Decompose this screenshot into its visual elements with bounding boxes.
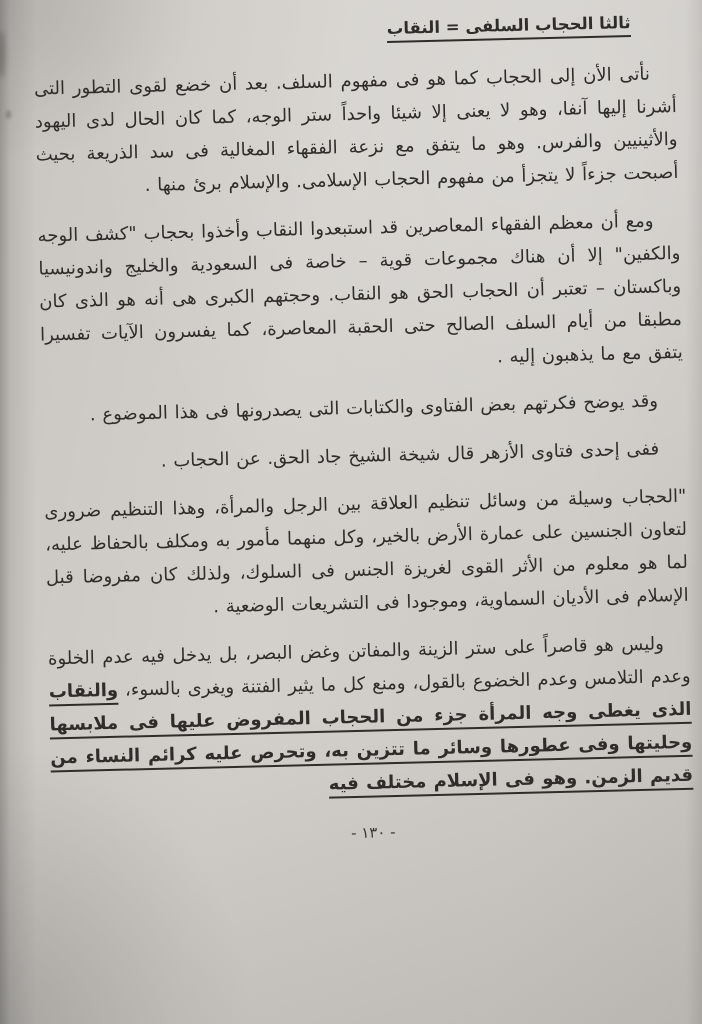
closing-paragraph: [48, 627, 694, 808]
paragraph-2: ومع أن معظم الفقهاء المعاصرين قد استبعدوا النقاب وأخذوا بحجاب "كشف الوجه والكفين" إلا أن هناك مجموعات قوية – خاصة فى السعودية والخليج واندونيسيا وباكستان – تعتبر أن الحجاب الحق هو النقاب. وحجتهم الكبرى هى أنه هو الذى كان مطبقا من أيام السلف الصالح حتى الحقبة المعاصرة، كما يفسرون الآيات تفسيرا يتفق مع ما يذهبون إليه .: [37, 210, 683, 368]
paragraph-4: ففى إحدى فتاوى الأزهر قال شيخة الشيخ جاد الحق. عن الحجاب .: [160, 438, 660, 472]
underlined-passage: والنقاب الذى يغطى وجه المرأة جزء من الحجاب المفروض عليها فى ملابسها وحليتها وفى عطورها وسائر ما تتزين به، وتحرص عليه كرائم النساء من قديم الزمن. وهو فى الإسلام مختلف فيه: [48, 679, 694, 795]
page-number: - ١٣٠ -: [350, 823, 396, 843]
chapter-heading: ثالثا الحجاب السلفى = النقاب: [386, 13, 631, 39]
paragraph-1: نأتى الأن إلى الحجاب كما هو فى مفهوم السلف. بعد أن خضع لقوى التطور التى أشرنا إليها آنفا، وهو لا يعنى إلا شيئا واحداً ستر الوجه، كما كان الحال لدى اليهود والأثينيين والفرس. وهو ما يتفق مع نزعة الفقهاء المغالية فى سد الذريعة بحيث أصبحت جزءاً لا يتجزأ من مفهوم الحجاب الإسلامى. والإسلام برئ منها .: [33, 63, 679, 196]
closing-paragraph-plain-text: وليس هو قاصراً على ستر الزينة والمفاتن وغض البصر، بل يدخل فيه عدم الخلوة وعدم التلامس وعدم الخضوع بالقول، ومنع كل ما يثير الفتنة ويغرى بالسوء،: [47, 633, 691, 701]
paragraph-5-fatwa-quote: "الحجاب وسيلة من وسائل تنظيم العلاقة بين الرجل والمرأة، وهذا التنظيم ضرورى لتعاون الجنسين على عمارة الأرض بالخير، وكل منهما مأمور به ومكلف بالحفاظ عليه، لما هو معلوم من الأثر القوى لغريزة الجنس فى السلوك، ولذلك كان مفروضا قبل الإسلام فى الأديان السماوية، وموجودا فى التشريعات الوضعية .: [44, 485, 689, 618]
paragraph-3: وقد يوضح فكرتهم بعض الفتاوى والكتابات التى يصدرونها فى هذا الموضوع .: [89, 390, 659, 426]
